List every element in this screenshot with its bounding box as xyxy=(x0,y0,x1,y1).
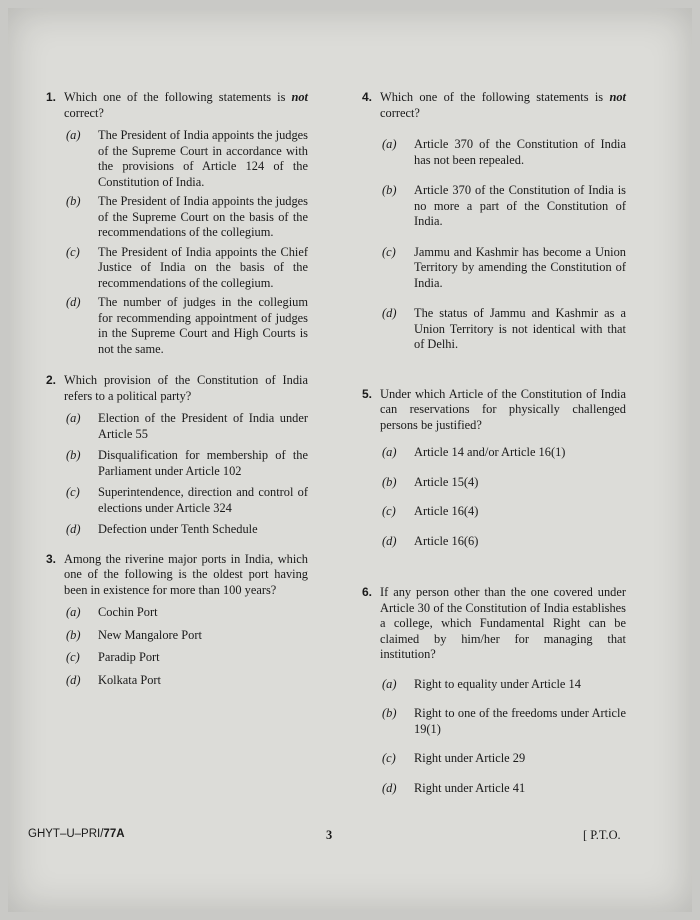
option-label: (a) xyxy=(382,445,397,459)
option-text: Superintendence, direction and control of elections under Article 324 xyxy=(98,485,308,515)
stem-text: Among the riverine major ports in India, which one of the following is the oldest port having been in existence for more than 100 years? xyxy=(64,551,308,597)
question-stem xyxy=(46,90,308,121)
option-text: Article 14 and/or Article 16(1) xyxy=(414,445,566,459)
option-label: (b) xyxy=(66,448,81,462)
paper-code-prefix: GHYT–U–PRI/ xyxy=(28,828,104,840)
option-c xyxy=(64,650,308,666)
exam-page xyxy=(8,8,692,912)
stem-text: Under which Article of the Constitution of India can reservations for physically challenged persons be justified? xyxy=(380,386,626,432)
question-6 xyxy=(362,585,626,796)
option-label: (b) xyxy=(66,627,81,642)
option-text: The President of India appoints the judges of the Supreme Court in accordance with the provisions of Article 124 of the Constitution of India. xyxy=(98,128,308,189)
question-number: 3. xyxy=(46,551,57,566)
option-label: (d) xyxy=(382,533,397,548)
options-list xyxy=(362,677,626,797)
option-a xyxy=(64,411,308,442)
option-label: (a) xyxy=(66,605,81,619)
stem-text-end: correct? xyxy=(380,105,420,120)
option-a xyxy=(380,445,626,461)
option-text: Right under Article 41 xyxy=(414,780,526,795)
option-label: (c) xyxy=(66,244,80,259)
page-number: 3 xyxy=(326,828,333,842)
option-label: (c) xyxy=(382,751,396,765)
stem-text-end: correct? xyxy=(64,105,104,120)
option-c xyxy=(380,504,626,520)
option-text: The President of India appoints the Chief Justice of India on the basis of the recommendations of the collegium. xyxy=(98,244,308,290)
question-2 xyxy=(46,373,308,538)
option-c xyxy=(380,751,626,767)
option-text: Defection under Tenth Schedule xyxy=(98,522,258,536)
option-b xyxy=(64,448,308,479)
option-text: Article 370 of the Constitution of India is no more a part of the Constitution of India. xyxy=(414,183,626,228)
option-label: (b) xyxy=(382,474,397,489)
option-text: Right to equality under Article 14 xyxy=(414,676,581,691)
stem-text: Which provision of the Constitution of India refers to a political party? xyxy=(64,373,308,403)
stem-text: If any person other than the one covered under Article 30 of the Constitution of India establishes a college, which Fundamental Right can be claimed by him/her for managing that institution? xyxy=(380,585,626,661)
option-label: (a) xyxy=(382,676,397,691)
options-list xyxy=(46,128,308,357)
question-3 xyxy=(46,552,308,689)
option-label: (d) xyxy=(382,780,397,795)
option-text: Kolkata Port xyxy=(98,672,161,687)
option-label: (c) xyxy=(382,504,396,518)
option-d xyxy=(64,295,308,357)
option-b xyxy=(380,475,626,491)
option-text: Paradip Port xyxy=(98,650,160,664)
option-label: (c) xyxy=(66,485,80,499)
right-column xyxy=(362,90,626,796)
option-b xyxy=(64,194,308,241)
question-stem xyxy=(362,387,626,434)
option-d xyxy=(380,781,626,797)
question-number: 5. xyxy=(362,386,373,401)
stem-text: Which one of the following statements is xyxy=(64,90,292,104)
paper-code xyxy=(28,828,125,840)
paper-code-suffix: 77A xyxy=(103,828,125,840)
option-b xyxy=(380,706,626,737)
option-text: Article 16(6) xyxy=(414,533,479,548)
option-label: (d) xyxy=(66,672,81,687)
option-text: Article 16(4) xyxy=(414,504,479,518)
option-b xyxy=(380,183,626,230)
option-label: (a) xyxy=(66,411,81,425)
option-a xyxy=(380,137,626,168)
option-label: (d) xyxy=(66,522,81,536)
option-label: (a) xyxy=(66,128,81,142)
options-list xyxy=(46,605,308,688)
left-column xyxy=(46,90,308,688)
options-list xyxy=(46,411,308,538)
option-c xyxy=(64,485,308,516)
option-label: (b) xyxy=(382,183,397,197)
option-text: Disqualification for membership of the Parliament under Article 102 xyxy=(98,448,308,478)
option-label: (b) xyxy=(382,706,397,720)
option-label: (c) xyxy=(382,244,396,259)
stem-emphasis: not xyxy=(609,90,626,104)
option-c xyxy=(64,245,308,292)
option-c xyxy=(380,245,626,292)
option-text: Election of the President of India under Article 55 xyxy=(98,411,308,441)
stem-emphasis: not xyxy=(291,90,308,104)
option-text: Cochin Port xyxy=(98,605,158,619)
stem-text: Which one of the following statements is xyxy=(380,90,610,104)
option-label: (d) xyxy=(382,306,397,320)
option-text: The President of India appoints the judges of the Supreme Court on the basis of the recommendations of the collegium. xyxy=(98,194,308,239)
options-list xyxy=(362,445,626,549)
question-stem xyxy=(46,373,308,404)
option-text: The status of Jammu and Kashmir as a Union Territory is not identical with that of Delhi. xyxy=(414,306,626,351)
option-b xyxy=(64,628,308,644)
option-text: Right to one of the freedoms under Article 19(1) xyxy=(414,706,626,736)
question-number: 1. xyxy=(46,90,57,104)
options-list xyxy=(362,137,626,353)
option-a xyxy=(64,128,308,190)
question-number: 2. xyxy=(46,373,57,387)
option-a xyxy=(380,677,626,693)
option-text: Jammu and Kashmir has become a Union Territory by amending the Constitution of India. xyxy=(414,244,626,290)
option-label: (b) xyxy=(66,194,81,208)
option-d xyxy=(380,306,626,353)
pto-label: [ P.T.O. xyxy=(583,828,621,842)
option-text: Article 15(4) xyxy=(414,474,479,489)
question-number: 6. xyxy=(362,585,373,599)
option-label: (d) xyxy=(66,295,81,309)
option-d xyxy=(64,673,308,689)
option-text: Right under Article 29 xyxy=(414,751,526,765)
question-5 xyxy=(362,387,626,550)
question-number: 4. xyxy=(362,90,373,104)
question-stem xyxy=(46,552,308,599)
question-stem xyxy=(362,585,626,663)
question-4 xyxy=(362,90,626,353)
option-text: Article 370 of the Constitution of India has not been repealed. xyxy=(414,137,626,167)
option-label: (a) xyxy=(382,137,397,151)
option-d xyxy=(380,534,626,550)
question-stem xyxy=(362,90,626,121)
option-text: New Mangalore Port xyxy=(98,627,202,642)
option-d xyxy=(64,522,308,538)
question-1 xyxy=(46,90,308,357)
option-text: The number of judges in the collegium for recommending appointment of judges in the Supreme Court and High Courts is not the same. xyxy=(98,295,308,356)
option-a xyxy=(64,605,308,621)
option-label: (c) xyxy=(66,650,80,664)
